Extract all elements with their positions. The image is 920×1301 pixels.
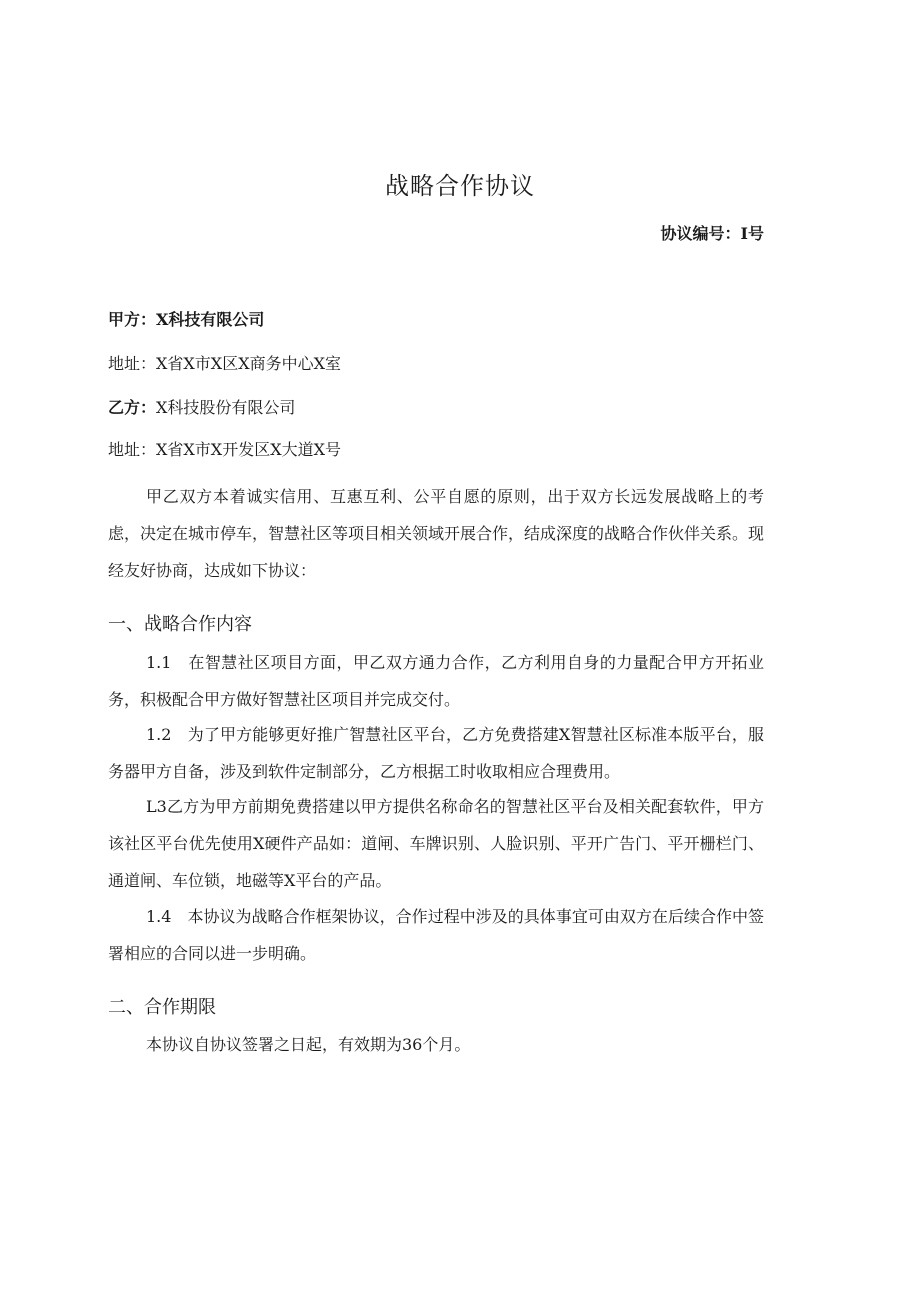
- party-a-address: X省X市X区X商务中心X室: [156, 354, 341, 373]
- party-a-label: 甲方：: [108, 310, 157, 329]
- party-b-address: X省X市X开发区X大道X号: [156, 440, 341, 459]
- party-a-address-line: [108, 351, 341, 374]
- clause-1-4: 1.4 本协议为战略合作框架协议，合作过程中涉及的具体事宜可由双方在后续合作中签署相应的合同以进一步明确。: [108, 907, 764, 963]
- clause-1-1: 1.1 在智慧社区项目方面，甲乙双方通力合作，乙方利用自身的力量配合甲方开拓业务，积极配合甲方做好智慧社区项目并完成交付。: [108, 653, 764, 709]
- party-b-name: X科技股份有限公司: [156, 398, 296, 417]
- party-a-name: X科技有限公司: [156, 310, 265, 329]
- party-b-address-label: 地址：: [108, 440, 157, 459]
- document-title: 战略合作协议: [385, 172, 535, 200]
- party-b-line: [108, 395, 295, 418]
- intro-paragraph: 甲乙双方本着诚实信用、互惠互利、公平自愿的原则，出于双方长远发展战略上的考虑，决定在城市停车，智慧社区等项目相关领域开展合作，结成深度的战略合作伙伴关系。现经友好协商，达成如下协议：: [108, 487, 765, 580]
- clause-1-3: L3乙方为甲方前期免费搭建以甲方提供名称命名的智慧社区平台及相关配套软件，甲方该社区平台优先使用X硬件产品如：道闸、车牌识别、人脸识别、平开广告门、平开栅栏门、通道闸、车位锁，地磁等X平台的产品。: [108, 797, 764, 890]
- section-2-heading: 二、合作期限: [108, 997, 216, 1018]
- agreement-number: 协议编号：I号: [660, 224, 764, 243]
- clause-1-2: 1.2 为了甲方能够更好推广智慧社区平台，乙方免费搭建X智慧社区标准本版平台，服务器甲方自备，涉及到软件定制部分，乙方根据工时收取相应合理费用。: [108, 725, 764, 781]
- party-a-line: [108, 307, 264, 330]
- section-2-body: 本协议自协议签署之日起，有效期为36个月。: [146, 1035, 471, 1054]
- party-b-address-line: [108, 437, 341, 460]
- party-b-label: 乙方：: [108, 398, 157, 417]
- section-1-heading: 一、战略合作内容: [108, 614, 252, 635]
- party-a-address-label: 地址：: [108, 354, 157, 373]
